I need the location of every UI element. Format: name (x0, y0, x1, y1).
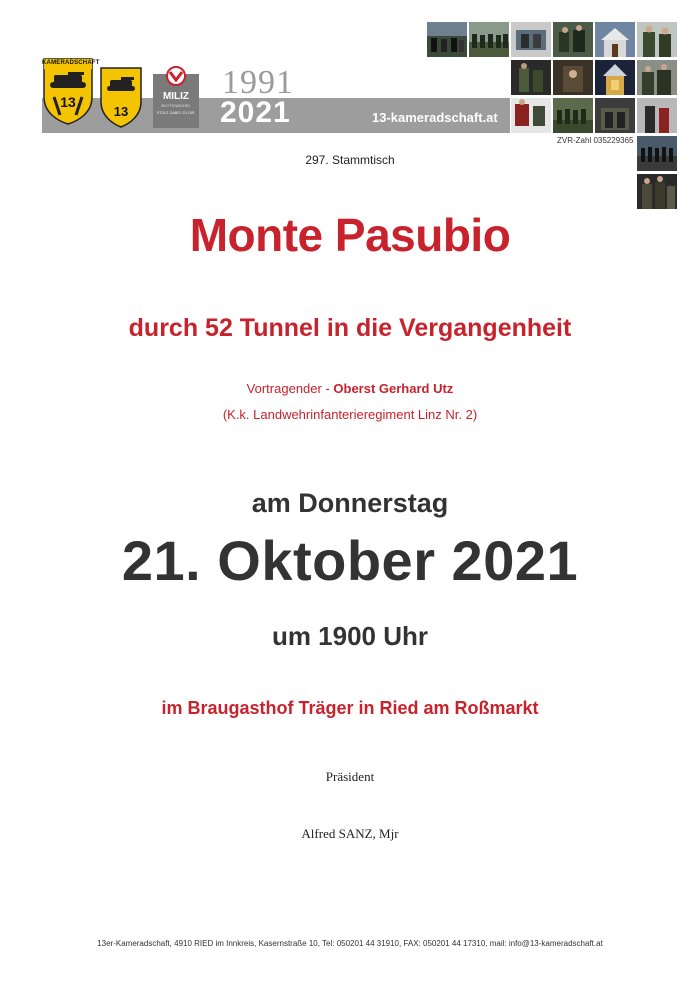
event-subtitle: durch 52 Tunnel in die Vergangenheit (128, 314, 572, 342)
photo-thumbnail (595, 98, 635, 133)
signatory-role: Präsident (325, 769, 375, 784)
photo-thumbnail (427, 22, 467, 57)
photo-thumbnail (553, 22, 593, 57)
photo-thumbnail (595, 22, 635, 57)
event-day: am Donnerstag (251, 488, 449, 518)
event-date: 21. Oktober 2021 (121, 529, 579, 592)
photo-thumbnail (637, 22, 677, 57)
badge-number: 13 (113, 104, 129, 119)
event-venue: im Braugasthof Träger in Ried am Roßmarkt (161, 698, 539, 718)
miliz-motto: STOLZ. DABEI. ZU DIR. (156, 111, 196, 115)
photo-thumbnail (511, 22, 551, 57)
speaker-name: Oberst Gerhard Utz (333, 381, 454, 396)
website-link[interactable]: 13-kameradschaft.at (372, 110, 498, 125)
kameradschaft-badge (42, 57, 100, 125)
event-time: um 1900 Uhr (271, 621, 429, 651)
header (0, 0, 700, 145)
miliz-badge (152, 66, 200, 128)
photo-thumbnail (511, 60, 551, 95)
speaker-regiment: (K.k. Landwehrinfanterieregiment Linz Nr. 2) (222, 407, 478, 422)
current-year: 2021 (220, 96, 291, 129)
photo-thumbnail (553, 98, 593, 133)
photo-thumbnail (511, 98, 551, 133)
badge-label: KAMERADSCHAFT (42, 60, 100, 66)
speaker-line (0, 381, 700, 396)
zvr-number: ZVR-Zahl 035229365 (557, 136, 634, 145)
miliz-title: MILIZ (162, 91, 190, 102)
photo-thumbnail (637, 60, 677, 95)
signatory-name: Alfred SANZ, Mjr (301, 826, 399, 841)
stammtisch-number: 297. Stammtisch (305, 153, 395, 167)
photo-thumbnail (637, 174, 677, 209)
founding-year: 1991 (222, 64, 294, 101)
photo-thumbnail (595, 60, 635, 95)
battalion-badge (99, 66, 143, 128)
photo-thumbnail (637, 98, 677, 133)
footer-contact: 13er-Kameradschaft, 4910 RIED im Innkreis, Kasernstraße 10, Tel: 050201 44 31910, FAX: 050201 44 17310, mail: info@13-kameradschaft.at (97, 939, 603, 948)
event-title: Monte Pasubio (189, 209, 511, 261)
shield-icon (42, 57, 100, 125)
photo-thumbnail (469, 22, 509, 57)
photo-thumbnail (553, 60, 593, 95)
badge-number: 13 (60, 94, 76, 110)
miliz-subtitle: BÜTTENBÜHEL (161, 103, 191, 108)
speaker-prefix: Vortragender - (246, 381, 334, 396)
